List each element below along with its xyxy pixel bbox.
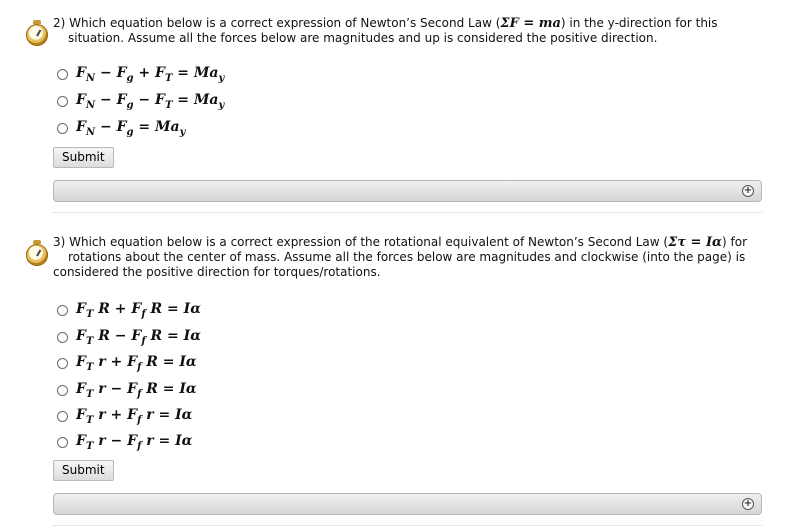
q2-option-3-label: $F_N - F_g = Ma_y$ [76, 118, 186, 138]
question-2-prefix: 2) Which equation below is a correct expression of Newton’s Second Law ( [53, 16, 501, 30]
radio-button[interactable] [57, 358, 68, 369]
question-2-formula: ΣF = ma [500, 16, 561, 31]
question-2-suffix: ) in the y-direction for this [560, 16, 718, 30]
q2-option-2[interactable] [57, 91, 224, 111]
q3-option-6-label: $F_T$ $r - F_f$ r = Iα [76, 432, 193, 452]
question-3-line3: considered the positive direction for torques/rotations. [53, 265, 381, 279]
radio-button[interactable] [57, 437, 68, 448]
radio-button[interactable] [57, 69, 68, 80]
q2-option-1[interactable] [57, 64, 224, 84]
question-3-prefix: 3) Which equation below is a correct expression of the rotational equivalent of Newton’s Second Law ( [53, 235, 669, 249]
q3-option-4[interactable] [57, 380, 197, 400]
q2-option-1-label: $F_N - F_g + F_T = Ma_y$ [76, 64, 225, 84]
q3-option-6[interactable] [57, 432, 192, 452]
q3-option-5-label: $F_T$ $r + F_f$ r = Iα [76, 406, 193, 426]
divider [53, 212, 762, 213]
q3-feedback-bar[interactable] [53, 493, 762, 515]
question-3-line2: rotations about the center of mass. Assume all the forces below are magnitudes and clockwise (into the page) is [68, 250, 746, 264]
q3-option-1-label: $F_T$ $R + F_f$ R = Iα [76, 300, 201, 320]
q3-option-2-label: $F_T$ $R - F_f$ R = Iα [76, 327, 201, 347]
question-status-icon [26, 24, 48, 46]
radio-button[interactable] [57, 305, 68, 316]
question-status-icon [26, 244, 48, 266]
question-3-suffix: ) for [722, 235, 748, 249]
expand-icon[interactable]: + [743, 185, 753, 196]
divider [53, 525, 762, 526]
q2-option-2-label: $F_N - F_g - F_T = Ma_y$ [76, 91, 225, 111]
q2-submit-button[interactable]: Submit [53, 147, 114, 168]
q3-option-2[interactable] [57, 327, 201, 347]
radio-button[interactable] [57, 332, 68, 343]
radio-button[interactable] [57, 385, 68, 396]
q3-option-4-label: $F_T$ $r - F_f$ R = Iα [76, 380, 197, 400]
question-3-formula: Στ = Iα [668, 235, 723, 250]
radio-button[interactable] [57, 411, 68, 422]
q3-option-3[interactable] [57, 353, 197, 373]
question-2-text [53, 16, 773, 46]
q3-submit-button[interactable]: Submit [53, 460, 114, 481]
question-2-line2: situation. Assume all the forces below are magnitudes and up is considered the positive direction. [68, 31, 658, 45]
radio-button[interactable] [57, 96, 68, 107]
q3-option-5[interactable] [57, 406, 192, 426]
q3-option-1[interactable] [57, 300, 201, 320]
question-3-text [53, 235, 783, 280]
q2-option-3[interactable] [57, 118, 185, 138]
q2-feedback-bar[interactable] [53, 180, 762, 202]
radio-button[interactable] [57, 123, 68, 134]
q3-option-3-label: $F_T$ $r + F_f$ R = Iα [76, 353, 197, 373]
expand-icon[interactable]: + [743, 498, 753, 509]
